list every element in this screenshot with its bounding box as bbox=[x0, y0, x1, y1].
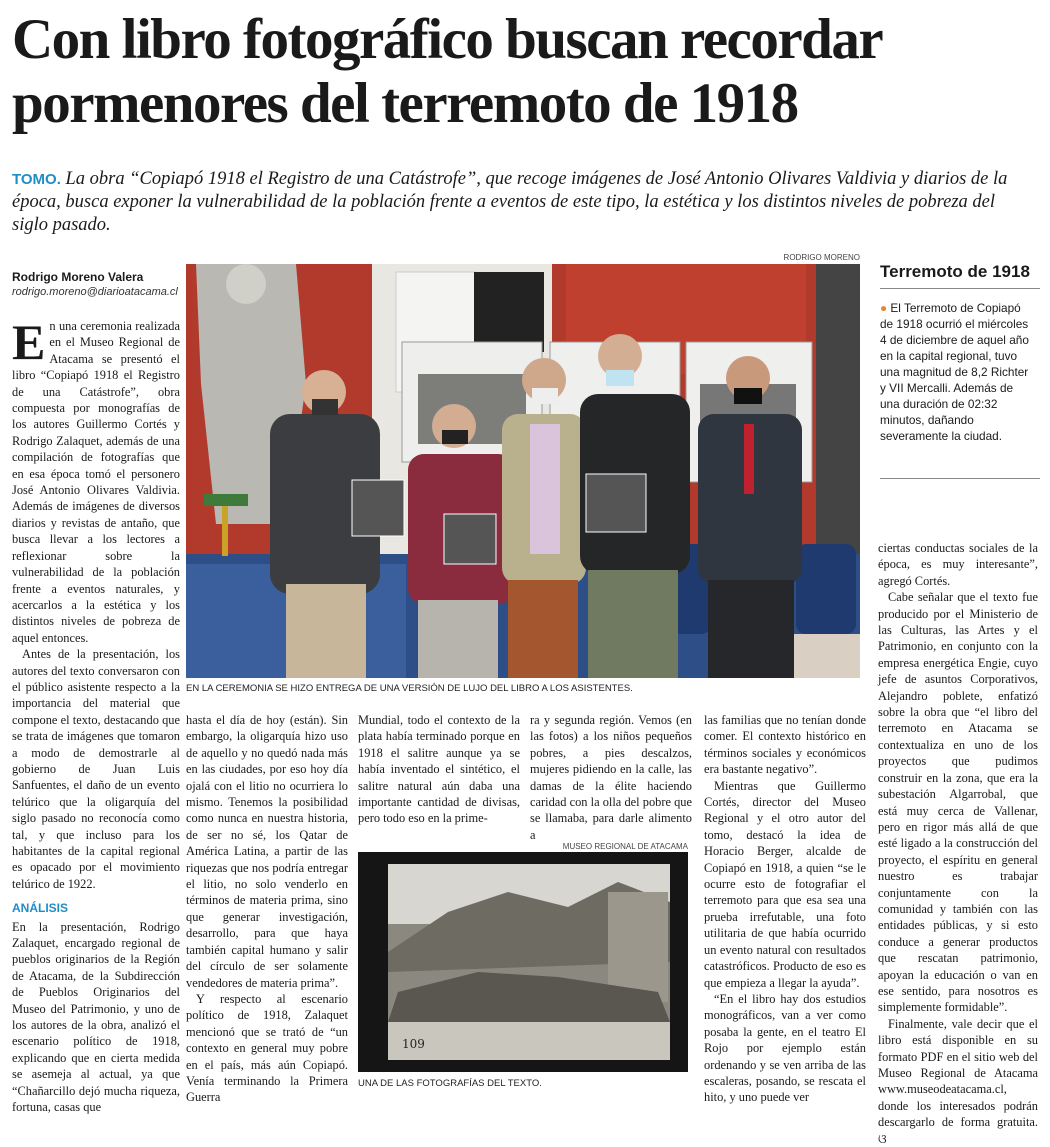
drop-cap: E bbox=[12, 314, 46, 370]
paragraph: ciertas conductas sociales de la época, es muy interesante”, agregó Cortés. bbox=[878, 541, 1038, 588]
article-column-1 bbox=[12, 314, 180, 1116]
photo-credit: MUSEO REGIONAL DE ATACAMA bbox=[562, 842, 688, 851]
author-email[interactable]: rodrigo.moreno@diarioatacama.cl bbox=[12, 286, 178, 298]
paragraph: “En el libro hay dos estudios monográficos, van a ver como posaba la gente, en el teatro El Rojo por ejemplo están ordenando y se ven arriba de las escaleras, posando, se rescata el hito, y uno puede ver bbox=[704, 991, 866, 1105]
paragraph: hasta el día de hoy (están). Sin embargo, la oligarquía hizo uso de aquello y no quedó nada más en las ciudades, por eso hoy día ojalá con el litio no ocurriera lo mismo. Tenemos la posibilidad como nunca en nuestra historia, de ser no sé, los Qatar de América Latina, a partir de las riquezas que nos podría entregar el litio, no solo venderlo en términos de materia prima, sino que generar investigación, desarrollo, para que haya también capital humano y salir del círculo de ser solamente vendedores de materia prima”. bbox=[186, 713, 348, 990]
paragraph: Mientras que Guillermo Cortés, director del Museo Regional y el otro autor del tomo, destacó la idea de Horacio Berger, alcalde de Copiapó en 1918, a quien “se le ocurre esto de fotografiar el terremoto para que esa sea una prueba irrefutable, una foto utilitaria de que había ocurrido un evento natural con resultados catastróficos. Producto de eso es que empieza a llegar la ayuda”. bbox=[704, 778, 866, 990]
ceremony-photo bbox=[186, 264, 860, 678]
photo-number: 109 bbox=[402, 1037, 425, 1051]
paragraph: Y respecto al escenario político de 1918, Zalaquet mencionó que se trató de “un contexto en general muy pobre en el país, más aún Copiapó. Venía terminando la Primera Guerra bbox=[186, 991, 348, 1105]
article-column-6 bbox=[878, 540, 1038, 1147]
paragraph: las familias que no tenían donde comer. El contexto histórico en términos sociales y económicos era bastante negativo”. bbox=[704, 713, 866, 777]
article-column-3 bbox=[358, 712, 520, 827]
sidebar-text: El Terremoto de Copiapó de 1918 ocurrió el miércoles 4 de diciembre de aquel año en la capital regional, tuvo una magnitud de 8,2 Richter y VII Mercalli. Además de una duración de 02:32 minutos, dañando severamente la ciudad. bbox=[880, 301, 1029, 443]
bullet-icon: ● bbox=[880, 301, 888, 315]
paragraph: ra y segunda región. Vemos (en las fotos) a los niños pequeños pobres, a pies descalzos, mujeres pidiendo en la calle, las damas de la élite haciendo caridad con la olla del pobre que se llamaba, para darle alimento a bbox=[530, 713, 692, 842]
sidebar-box bbox=[880, 300, 1035, 444]
article-column-4 bbox=[530, 712, 692, 843]
headline: Con libro fotográfico buscan recordar pormenores del terremoto de 1918 bbox=[12, 8, 882, 135]
historic-photo bbox=[358, 852, 688, 1072]
photo-credit: RODRIGO MORENO bbox=[783, 253, 860, 262]
lead-tag: TOMO. bbox=[12, 171, 61, 188]
lead-paragraph bbox=[12, 168, 1032, 237]
paragraph: Antes de la presentación, los autores del texto conversaron con el público asistente respecto a la importancia del material que compone el texto, destacando que se trata de imágenes que tomaron a modo de demostrarle al gobierno de Juan Luis Sanfuentes, el daño de un evento telúrico que la oligarquía del siglo pasado no reconocía como tal, y que incluso para los habitantes de la capital regional es opacado por el movimiento telúrico de 1922. bbox=[12, 647, 180, 891]
paragraph: En la presentación, Rodrigo Zalaquet, encargado regional de pueblos originarios de la Región de Atacama, de la Subdirección de Pueblos Originarios del Museo del Patrimonio, y uno de los autores de la obra, analizó el escenario político de 1918, explicando que en cierta medida se asemeja al actual, ya que “Chañarcillo dejó mucha riqueza, fortuna, casas que bbox=[12, 919, 180, 1115]
author-name: Rodrigo Moreno Valera bbox=[12, 270, 144, 284]
paragraph: Cabe señalar que el texto fue producido por el Ministerio de las Culturas, las Artes y el Patrimonio, en conjunto con la empresa energética Engie, cuyo jefe de asuntos Corporativos, Alejandro poblete, enfatizó sobre la obra que “el libro del terremoto en Atacama se contextualiza en uno de los proyectos que pudimos construir en la zona, que era la subestación Algarrobal, que está muy cerca de Vallenar, pero en rigor más allá de que esté ligado a la construcción del proyecto, el espíritu en general nuestro es trabajar conjuntamente con la comunidad y también con las entidades públicas, y si esto conduce a generar productos que rescatan patrimonio, apoyan la educación o van en ese sentido, para nosotros es simplemente formidable”. bbox=[878, 590, 1038, 1015]
photo-caption: UNA DE LAS FOTOGRAFÍAS DEL TEXTO. bbox=[358, 1078, 542, 1089]
historic-photo-illustration bbox=[358, 852, 688, 1072]
end-mark-icon: ଓ bbox=[878, 1131, 887, 1146]
paragraph: En una ceremonia realizada en el Museo Regional de Atacama se presentó el libro “Copiapó 1918 el Registro de una Catástrofe”, obra compuesta por monografías de los autores Guillermo Cortés y Rodrigo Zalaquet, además de una compilación de fotografías que en esa época tomó el personero José Antonio Olivares Valdivia. Además de imágenes de diversos diarios y revistas de antaño, que busca llevar a los lectores a reflexionar sobre la vulnerabilidad de la población frente a eventos naturales, y acercarlos a la estética y los distintos niveles de pobreza de aquel entonces. bbox=[12, 314, 180, 645]
paragraph: Mundial, todo el contexto de la plata había terminado porque en 1918 el salitre aunque ya se había inventado el sintético, el salitre natural aún daba una importante cantidad de divisas, pero todo eso en la prime- bbox=[358, 713, 520, 826]
paragraph: Finalmente, vale decir que el libro está disponible en su formato PDF en el sitio web del Museo Regional de Atacama www.museodeatacama.cl, donde los interesados podrán descargarlo de forma gratuita. ଓ bbox=[878, 1016, 1038, 1146]
ceremony-photo-illustration bbox=[186, 264, 860, 678]
photo-caption: EN LA CEREMONIA SE HIZO ENTREGA DE UNA VERSIÓN DE LUJO DEL LIBRO A LOS ASISTENTES. bbox=[186, 683, 633, 694]
subheading-analisis: ANÁLISIS bbox=[12, 901, 69, 916]
article-column-5 bbox=[704, 712, 866, 1106]
byline bbox=[12, 270, 182, 298]
sidebar-title: Terremoto de 1918 bbox=[880, 262, 1040, 289]
lead-text: La obra “Copiapó 1918 el Registro de una Catástrofe”, que recoge imágenes de José Antonio Olivares Valdivia y diarios de la época, busca exponer la vulnerabilidad de la población frente a eventos de este tipo, la estética y los distintos niveles de pobreza del siglo pasado. bbox=[12, 169, 1008, 235]
article-column-2 bbox=[186, 712, 348, 1106]
sidebar-divider bbox=[880, 478, 1040, 479]
